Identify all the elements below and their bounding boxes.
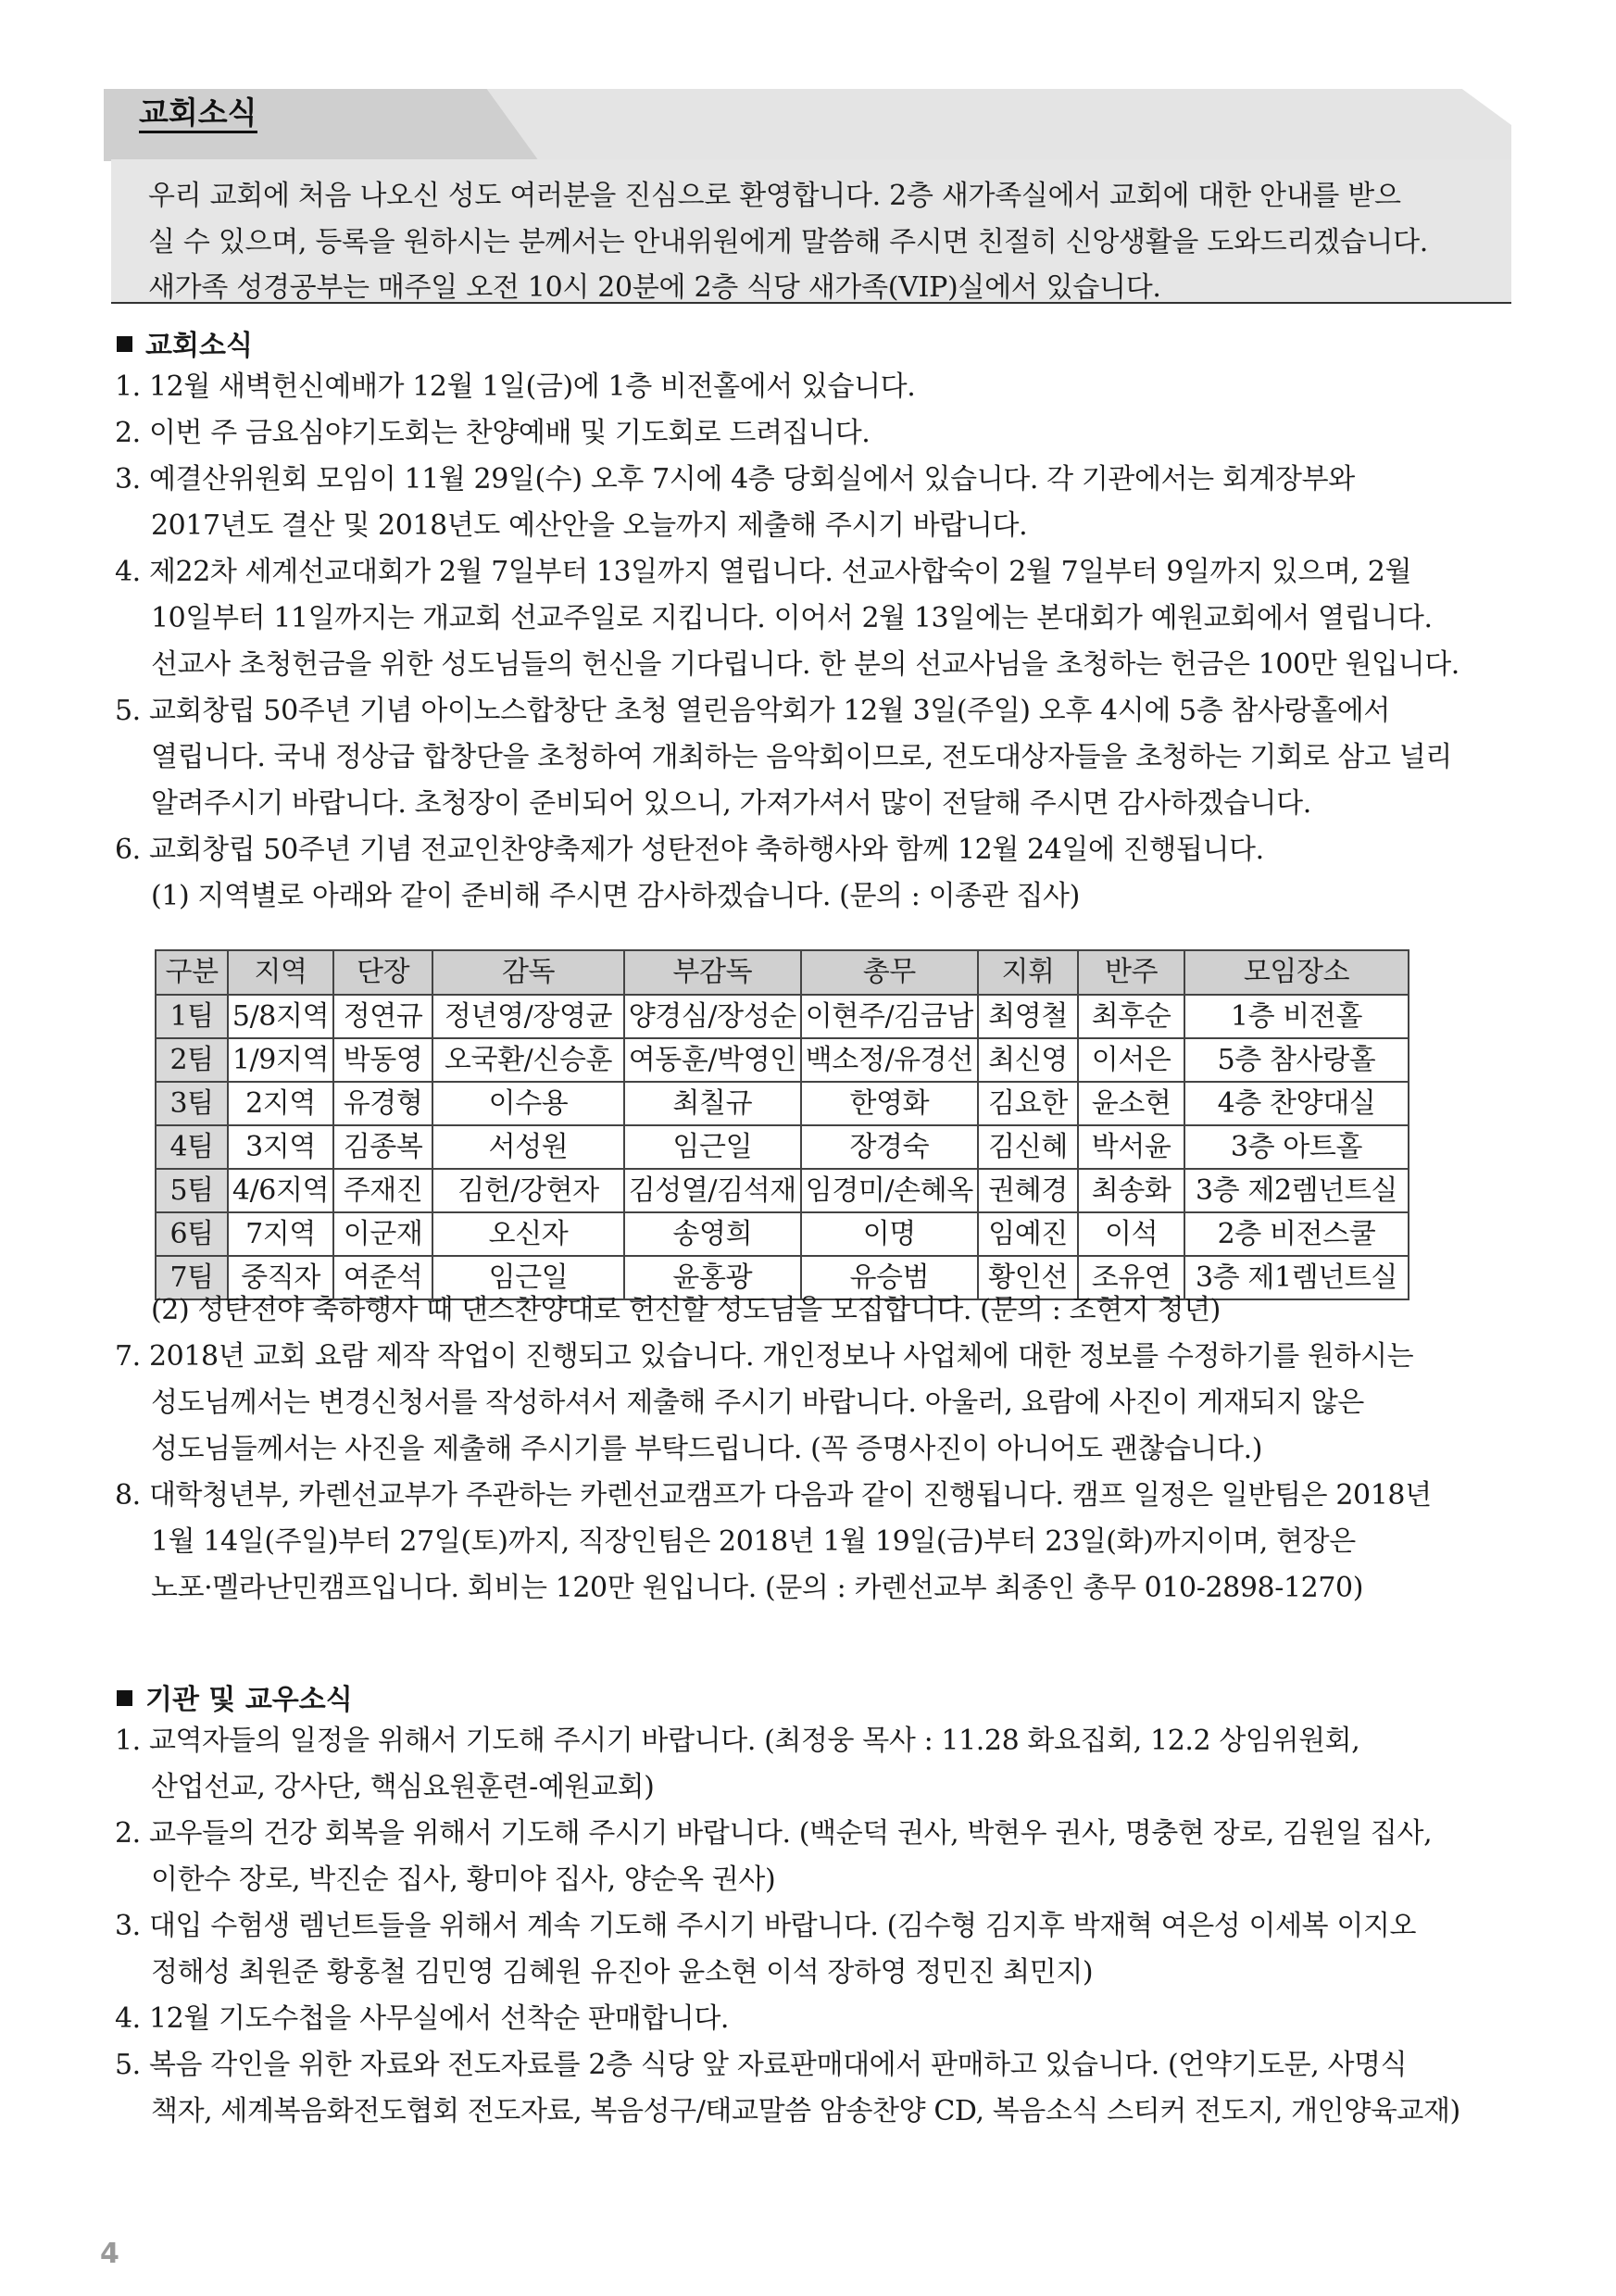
org-item-2: 2. 교우들의 건강 회복을 위해서 기도해 주시기 바랍니다. (백순덕 권사, 박현우 권사, 명충현 장로, 김원일 집사, xyxy=(115,1817,1433,1850)
table-cell: 여동훈/박영인 xyxy=(624,1038,801,1082)
table-row xyxy=(156,1212,1409,1256)
column-header: 지역 xyxy=(228,950,333,995)
table-cell: 장경숙 xyxy=(801,1125,978,1169)
table-cell: 임예진 xyxy=(978,1212,1078,1256)
column-header: 감독 xyxy=(432,950,623,995)
table-cell: 이수용 xyxy=(432,1082,623,1125)
table-cell: 1층 비전홀 xyxy=(1184,995,1409,1038)
table-cell: 김신혜 xyxy=(978,1125,1078,1169)
table-row xyxy=(156,1256,1409,1299)
section-title-text: 기관 및 교우소식 xyxy=(145,1684,353,1716)
table-cell: 4층 찬양대실 xyxy=(1184,1082,1409,1125)
table-cell: 황인선 xyxy=(978,1256,1078,1299)
org-item-3: 3. 대입 수험생 렘넌트들을 위해서 계속 기도해 주시기 바랍니다. (김수형 김지후 박재혁 여은성 이세복 이지오 xyxy=(115,1910,1417,1942)
news-item-7: 7. 2018년 교회 요람 제작 작업이 진행되고 있습니다. 개인정보나 사업체에 대한 정보를 수정하기를 원하시는 xyxy=(115,1340,1414,1373)
table-cell: 김헌/강현자 xyxy=(432,1169,623,1212)
table-cell: 5층 참사랑홀 xyxy=(1184,1038,1409,1082)
table-cell: 중직자 xyxy=(228,1256,333,1299)
org-item-1: 1. 교역자들의 일정을 위해서 기도해 주시기 바랍니다. (최정웅 목사 : 11.28 화요집회, 12.2 상임위원회, xyxy=(115,1725,1360,1757)
news-item-4-cont: 10일부터 11일까지는 개교회 선교주일로 지킵니다. 이어서 2월 13일에는 본대회가 예원교회에서 열립니다. xyxy=(151,602,1433,634)
table-cell: 권혜경 xyxy=(978,1169,1078,1212)
table-cell: 최송화 xyxy=(1078,1169,1184,1212)
welcome-line: 실 수 있으며, 등록을 원하시는 분께서는 안내위원에게 말씀해 주시면 친절히 신앙생활을 도와드리겠습니다. xyxy=(148,226,1428,258)
table-cell: 김종복 xyxy=(333,1125,432,1169)
section-title-text: 교회소식 xyxy=(145,330,253,362)
table-cell: 3층 제2렘넌트실 xyxy=(1184,1169,1409,1212)
news-item-6: 6. 교회창립 50주년 기념 전교인찬양축제가 성탄전야 축하행사와 함께 12월 24일에 진행됩니다. xyxy=(115,834,1264,866)
news-item-8: 8. 대학청년부, 카렌선교부가 주관하는 카렌선교캠프가 다음과 같이 진행됩니다. 캠프 일정은 일반팀은 2018년 xyxy=(115,1479,1432,1512)
table-cell: 임경미/손혜옥 xyxy=(801,1169,978,1212)
table-cell: 정년영/장영균 xyxy=(432,995,623,1038)
bullet-square-icon xyxy=(117,1690,132,1706)
table-cell: 정연규 xyxy=(333,995,432,1038)
column-header: 단장 xyxy=(333,950,432,995)
section-title-church-news xyxy=(117,322,253,363)
welcome-line: 새가족 성경공부는 매주일 오전 10시 20분에 2층 식당 새가족(VIP)실에서 있습니다. xyxy=(148,271,1161,304)
table-cell: 최신영 xyxy=(978,1038,1078,1082)
table-cell: 2층 비전스쿨 xyxy=(1184,1212,1409,1256)
news-item-2: 2. 이번 주 금요심야기도회는 찬양예배 및 기도회로 드려집니다. xyxy=(115,417,871,449)
table-cell: 박동영 xyxy=(333,1038,432,1082)
table-cell: 4/6지역 xyxy=(228,1169,333,1212)
org-item-4: 4. 12월 기도수첩을 사무실에서 선착순 판매합니다. xyxy=(115,2002,730,2035)
table-cell: 이서은 xyxy=(1078,1038,1184,1082)
page-title: 교회소식 xyxy=(139,96,257,133)
column-header: 구분 xyxy=(156,950,228,995)
news-item-4: 4. 제22차 세계선교대회가 2월 7일부터 13일까지 열립니다. 선교사합숙이 2월 7일부터 9일까지 있으며, 2월 xyxy=(115,556,1412,588)
org-item-5-cont: 책자, 세계복음화전도협회 전도자료, 복음성구/태교말씀 암송찬양 CD, 복음소식 스티커 전도지, 개인양육교재) xyxy=(151,2095,1460,2127)
table-cell: 오국환/신승훈 xyxy=(432,1038,623,1082)
table-header-row xyxy=(156,950,1409,995)
welcome-line: 우리 교회에 처음 나오신 성도 여러분을 진심으로 환영합니다. 2층 새가족실에서 교회에 대한 안내를 받으 xyxy=(148,180,1401,212)
table-cell: 임근일 xyxy=(624,1125,801,1169)
table-cell: 여준석 xyxy=(333,1256,432,1299)
table-row xyxy=(156,1082,1409,1125)
table-cell: 주재진 xyxy=(333,1169,432,1212)
table-cell: 이명 xyxy=(801,1212,978,1256)
table-cell: 양경심/장성순 xyxy=(624,995,801,1038)
table-cell: 6팀 xyxy=(156,1212,228,1256)
team-table xyxy=(155,949,1409,1300)
news-item-5-cont: 열립니다. 국내 정상급 합창단을 초청하여 개최하는 음악회이므로, 전도대상자들을 초청하는 기회로 삼고 널리 xyxy=(151,741,1452,773)
org-item-1-cont: 산업선교, 강사단, 핵심요원훈련-예원교회) xyxy=(151,1771,655,1803)
page-number: 4 xyxy=(100,2238,119,2270)
table-cell: 임근일 xyxy=(432,1256,623,1299)
table-cell: 최영철 xyxy=(978,995,1078,1038)
table-cell: 서성원 xyxy=(432,1125,623,1169)
table-cell: 최후순 xyxy=(1078,995,1184,1038)
table-cell: 4팀 xyxy=(156,1125,228,1169)
table-cell: 7팀 xyxy=(156,1256,228,1299)
news-item-5-cont: 알려주시기 바랍니다. 초청장이 준비되어 있으니, 가져가셔서 많이 전달해 주시면 감사하겠습니다. xyxy=(151,787,1311,820)
table-cell: 송영희 xyxy=(624,1212,801,1256)
bullet-square-icon xyxy=(117,336,132,352)
news-item-5: 5. 교회창립 50주년 기념 아이노스합창단 초청 열린음악회가 12월 3일(주일) 오후 4시에 5층 참사랑홀에서 xyxy=(115,695,1390,727)
section-title-org-news xyxy=(117,1676,353,1717)
table-cell: 유승범 xyxy=(801,1256,978,1299)
news-item-6-sub-2: (2) 성탄전야 축하행사 때 댄스찬양대로 헌신할 성도님을 모집합니다. (문의 : 조현지 청년) xyxy=(151,1294,1221,1326)
news-item-6-sub-1: (1) 지역별로 아래와 같이 준비해 주시면 감사하겠습니다. (문의 : 이종관 집사) xyxy=(151,880,1080,912)
table-row xyxy=(156,995,1409,1038)
table-cell: 박서윤 xyxy=(1078,1125,1184,1169)
table-cell: 김성열/김석재 xyxy=(624,1169,801,1212)
news-item-1: 1. 12월 새벽헌신예배가 12월 1일(금)에 1층 비전홀에서 있습니다. xyxy=(115,370,916,403)
table-cell: 최칠규 xyxy=(624,1082,801,1125)
news-item-4-cont: 선교사 초청헌금을 위한 성도님들의 헌신을 기다립니다. 한 분의 선교사님을 초청하는 헌금은 100만 원입니다. xyxy=(151,648,1459,681)
news-item-7-cont: 성도님께서는 변경신청서를 작성하셔서 제출해 주시기 바랍니다. 아울러, 요람에 사진이 게재되지 않은 xyxy=(151,1386,1364,1419)
table-cell: 1팀 xyxy=(156,995,228,1038)
table-cell: 3팀 xyxy=(156,1082,228,1125)
table-cell: 백소정/유경선 xyxy=(801,1038,978,1082)
news-item-7-cont: 성도님들께서는 사진을 제출해 주시기를 부탁드립니다. (꼭 증명사진이 아니어도 괜찮습니다.) xyxy=(151,1433,1263,1465)
table-cell: 3층 아트홀 xyxy=(1184,1125,1409,1169)
table-row xyxy=(156,1169,1409,1212)
news-item-8-cont: 노포·멜라난민캠프입니다. 회비는 120만 원입니다. (문의 : 카렌선교부 최종인 총무 010-2898-1270) xyxy=(151,1572,1364,1604)
table-cell: 3지역 xyxy=(228,1125,333,1169)
table-cell: 5팀 xyxy=(156,1169,228,1212)
table-cell: 2지역 xyxy=(228,1082,333,1125)
table-cell: 이현주/김금남 xyxy=(801,995,978,1038)
org-item-3-cont: 정해성 최원준 황홍철 김민영 김혜원 유진아 윤소현 이석 장하영 정민진 최민지) xyxy=(151,1956,1094,1989)
table-cell: 1/9지역 xyxy=(228,1038,333,1082)
table-cell: 이석 xyxy=(1078,1212,1184,1256)
column-header: 반주 xyxy=(1078,950,1184,995)
table-cell: 윤소현 xyxy=(1078,1082,1184,1125)
news-item-3-cont: 2017년도 결산 및 2018년도 예산안을 오늘까지 제출해 주시기 바랍니다. xyxy=(151,509,1028,542)
table-cell: 2팀 xyxy=(156,1038,228,1082)
column-header: 총무 xyxy=(801,950,978,995)
table-cell: 7지역 xyxy=(228,1212,333,1256)
news-item-3: 3. 예결산위원회 모임이 11월 29일(수) 오후 7시에 4층 당회실에서 있습니다. 각 기관에서는 회계장부와 xyxy=(115,463,1355,496)
table-cell: 김요한 xyxy=(978,1082,1078,1125)
table-cell: 5/8지역 xyxy=(228,995,333,1038)
column-header: 부감독 xyxy=(624,950,801,995)
table-cell: 한영화 xyxy=(801,1082,978,1125)
org-item-2-cont: 이한수 장로, 박진순 집사, 황미야 집사, 양순옥 권사) xyxy=(151,1863,776,1896)
table-row xyxy=(156,1038,1409,1082)
table-cell: 조유연 xyxy=(1078,1256,1184,1299)
table-cell: 유경형 xyxy=(333,1082,432,1125)
table-cell: 오신자 xyxy=(432,1212,623,1256)
column-header: 모임장소 xyxy=(1184,950,1409,995)
org-item-5: 5. 복음 각인을 위한 자료와 전도자료를 2층 식당 앞 자료판매대에서 판매하고 있습니다. (언약기도문, 사명식 xyxy=(115,2049,1408,2081)
table-cell: 3층 제1렘넌트실 xyxy=(1184,1256,1409,1299)
table-cell: 이군재 xyxy=(333,1212,432,1256)
column-header: 지휘 xyxy=(978,950,1078,995)
table-row xyxy=(156,1125,1409,1169)
news-item-8-cont: 1월 14일(주일)부터 27일(토)까지, 직장인팀은 2018년 1월 19일(금)부터 23일(화)까지이며, 현장은 xyxy=(151,1525,1356,1558)
table-cell: 윤홍광 xyxy=(624,1256,801,1299)
